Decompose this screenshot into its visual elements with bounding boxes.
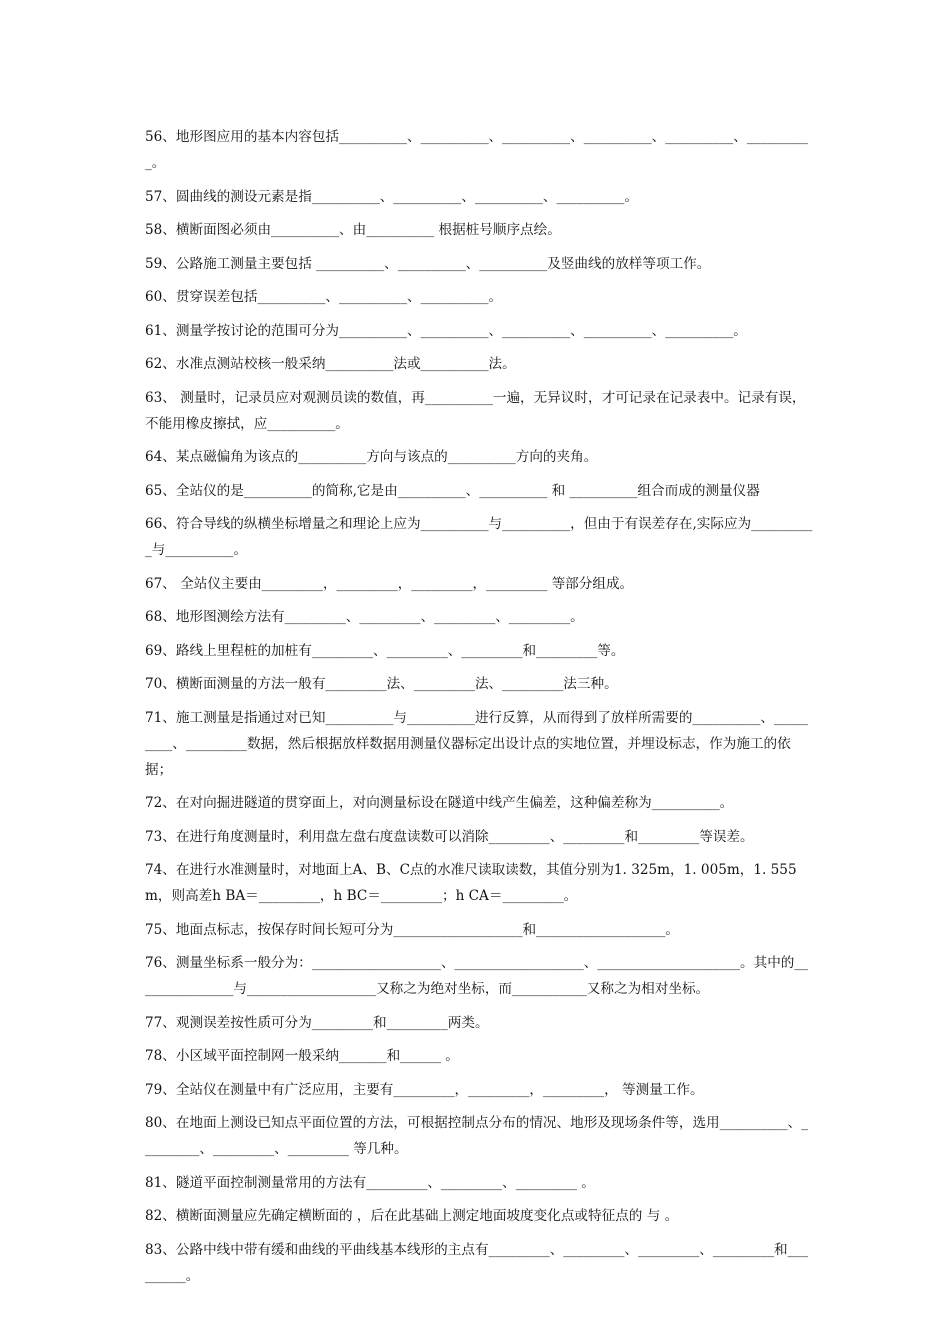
question-80: 80、在地面上测设已知点平面位置的方法，可根据控制点分布的情况、地形及现场条件等，选用__________、_________、_________、_________ 等几种。 <box>145 1115 808 1157</box>
question-list <box>145 124 813 1296</box>
question-74: 74、在进行水准测量时，对地面上A、B、C点的水准尺读取读数，其值分别为1. 325m，1. 005m，1. 555m，则高差h BA＝_________，h BC＝_________；h CA＝_________。 <box>145 862 797 904</box>
question-69: 69、路线上里程桩的加桩有_________、_________、_________和_________等。 <box>145 642 625 659</box>
question-83: 83、公路中线中带有缓和曲线的平曲线基本线形的主点有_________、_________、_________、_________和_________。 <box>145 1241 808 1284</box>
question-65: 65、全站仪的是__________的简称,它是由__________、__________ 和 __________组合而成的测量仪器 <box>145 482 760 499</box>
question-71: 71、施工测量是指通过对已知__________与__________进行反算，从而得到了放样所需要的__________、_________、_________数据，然后根据放样数据用测量仪器标定出设计点的实地位置，并埋设标志，作为施工的依据； <box>145 709 808 778</box>
question-73: 73、在进行角度测量时，利用盘左盘右度盘读数可以消除_________、_________和_________等误差。 <box>145 828 754 845</box>
question-81: 81、隧道平面控制测量常用的方法有_________、_________、_________ 。 <box>145 1174 595 1191</box>
question-56: 56、地形图应用的基本内容包括__________、__________、__________、__________、__________、__________。 <box>145 129 808 171</box>
question-66: 66、符合导线的纵横坐标增量之和理论上应为__________与__________，但由于有误差存在,实际应为__________与__________。 <box>145 516 813 558</box>
question-79: 79、全站仪在测量中有广泛应用，主要有_________，_________，_________， 等测量工作。 <box>145 1081 704 1098</box>
question-61: 61、测量学按讨论的范围可分为__________、__________、__________、__________、__________。 <box>145 322 747 339</box>
question-62: 62、水准点测站校核一般采纳__________法或__________法。 <box>145 356 516 372</box>
question-59: 59、公路施工测量主要包括 __________、__________、__________及竖曲线的放样等项工作。 <box>145 255 711 272</box>
question-75: 75、地面点标志，按保存时间长短可分为___________________和___________________。 <box>145 921 679 938</box>
question-58: 58、横断面图必须由__________、由__________ 根据桩号顺序点绘。 <box>145 222 561 238</box>
question-64: 64、某点磁偏角为该点的__________方向与该点的__________方向的夹角。 <box>145 449 598 465</box>
question-77: 77、观测误差按性质可分为_________和_________两类。 <box>145 1014 489 1031</box>
question-57: 57、圆曲线的测设元素是指__________、__________、__________、__________。 <box>145 188 639 205</box>
question-70: 70、横断面测量的方法一般有_________法、_________法、_________法三种。 <box>145 676 618 692</box>
question-68: 68、地形图测绘方法有_________、_________、_________、_________。 <box>145 609 584 625</box>
question-72: 72、在对向掘进隧道的贯穿面上，对向测量标设在隧道中线产生偏差，这种偏差称为__________。 <box>145 795 734 811</box>
question-67: 67、 全站仪主要由_________，_________，_________，_________ 等部分组成。 <box>145 575 634 592</box>
question-63: 63、 测量时，记录员应对观测员读的数值，再__________一遍，无异议时，才可记录在记录表中。记录有误，不能用橡皮擦拭，应__________。 <box>145 389 806 432</box>
question-76: 76、测量坐标系一般分为：___________________、___________________、_____________________。其中的_______________与___________________又称之为绝对坐标，而___________又称之为相对坐标。 <box>145 955 808 997</box>
question-60: 60、贯穿误差包括__________、__________、__________。 <box>145 289 503 305</box>
question-82: 82、横断面测量应先确定横断面的 ，后在此基础上测定地面坡度变化点或特征点的 与 。 <box>145 1208 679 1224</box>
question-78: 78、小区域平面控制网一般采纳_______和______ 。 <box>145 1048 459 1064</box>
